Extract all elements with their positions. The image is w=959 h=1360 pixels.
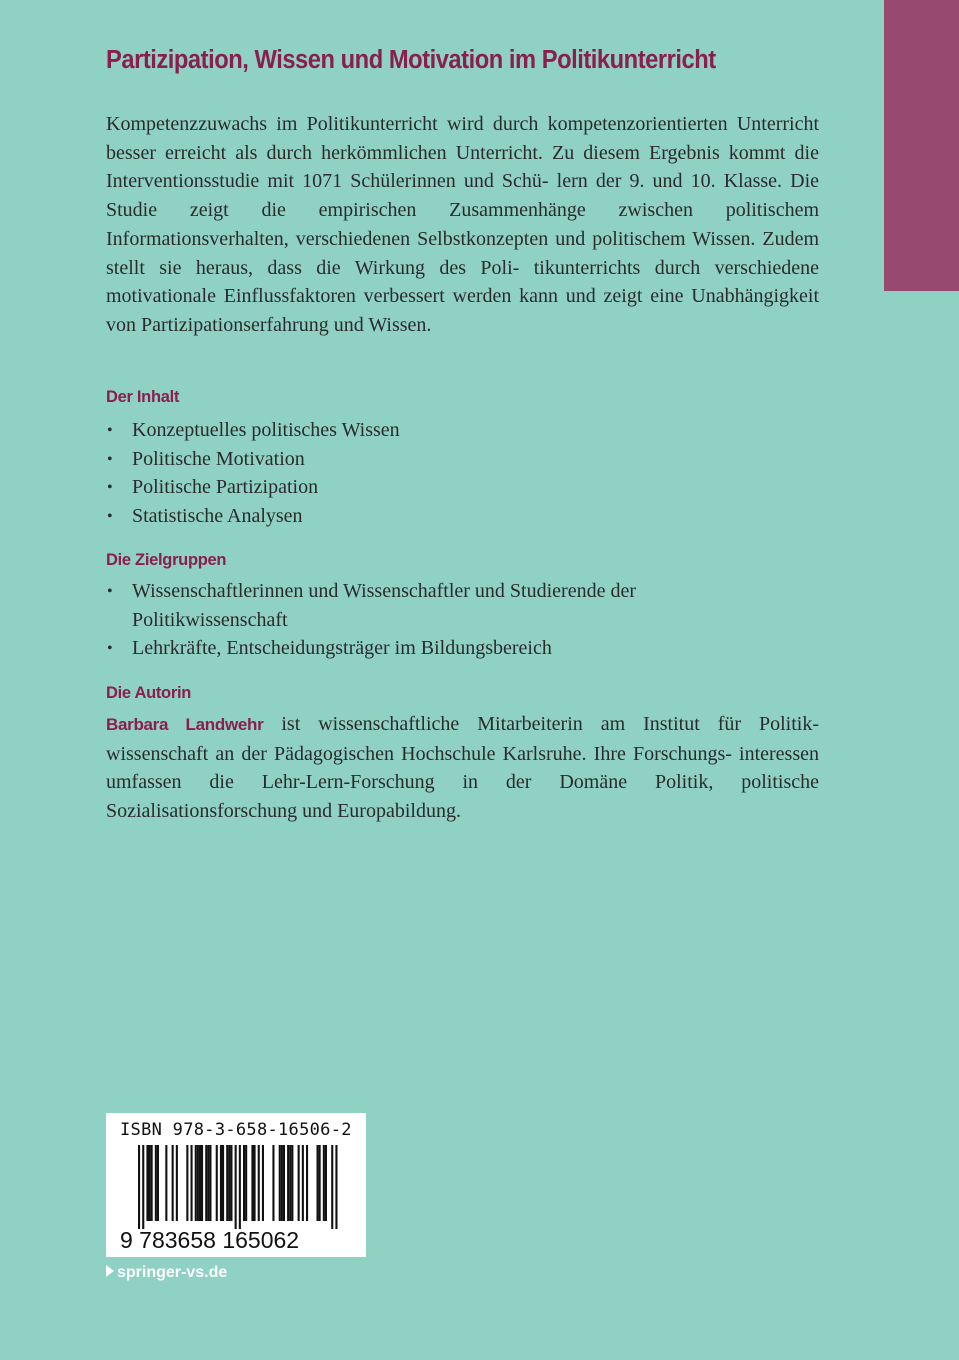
section-heading-zielgruppen: Die Zielgruppen: [106, 551, 227, 569]
barcode-bar: [216, 1145, 218, 1221]
barcode-bar: [172, 1145, 174, 1221]
bullet-icon: •: [107, 450, 113, 468]
author-bio-line: wissenschaft an der Pädagogischen Hochschule Karlsruhe. Ihre Forschungs-: [106, 742, 732, 765]
book-title: Partizipation, Wissen und Motivation im Politikunterricht: [106, 46, 716, 74]
barcode-bar: [205, 1145, 207, 1221]
barcode-bar: [201, 1145, 203, 1221]
barcode-bar: [149, 1145, 151, 1221]
barcode-bar: [199, 1145, 201, 1221]
barcode-bar: [245, 1145, 247, 1221]
isbn-barcode: [106, 1113, 366, 1257]
barcode-bar: [142, 1145, 144, 1229]
author-bio-line: politische Sozialisationsforschung und Europabildung.: [106, 771, 819, 823]
list-item: • Konzeptuelles politisches Wissen: [106, 416, 819, 445]
barcode-bar: [209, 1145, 211, 1221]
bullet-icon: •: [107, 479, 113, 497]
barcode-bar: [138, 1145, 140, 1229]
barcode-bar: [302, 1145, 304, 1221]
barcode-bar: [323, 1145, 325, 1221]
author-bio-line: ist wissenschaftliche Mitarbeiterin am Institut für Politik-: [281, 713, 819, 735]
barcode-bar: [222, 1145, 224, 1221]
intro-line: lern der 9. und 10. Klasse. Die Studie zeigt die empirischen Zusammenhänge: [106, 170, 820, 222]
intro-line: zwischen politischem Informationsverhalten, verschiedenen Selbstkonzepten: [106, 199, 820, 250]
play-icon: [106, 1265, 114, 1277]
isbn-label: ISBN 978-3-658-16506-2: [120, 1120, 352, 1140]
intro-line: und politischem Wissen. Zudem stellt sie heraus, dass die Wirkung des Poli-: [106, 227, 820, 279]
intro-line: Unterricht besser erreicht als durch herkömmlichen Unterricht. Zu diesem: [106, 113, 820, 164]
barcode-bar: [235, 1145, 237, 1229]
barcode-bar: [287, 1145, 289, 1221]
author-bio: [106, 710, 819, 826]
inhalt-list: [106, 416, 819, 531]
bullet-icon: •: [107, 640, 113, 658]
barcode-bar: [207, 1145, 209, 1221]
list-item: • Politische Partizipation: [106, 473, 819, 502]
barcode-bar: [228, 1145, 230, 1221]
spine-color-tab: [884, 0, 959, 291]
list-item: • Statistische Analysen: [106, 502, 819, 531]
list-item: • Wissenschaftlerinnen und Wissenschaftler und Studierende der Politikwissenschaft: [106, 577, 702, 634]
barcode-bar: [262, 1145, 264, 1221]
barcode-bar: [157, 1145, 159, 1221]
barcode-bar: [325, 1145, 327, 1221]
publisher-website[interactable]: [106, 1264, 227, 1282]
barcode-bar: [289, 1145, 291, 1221]
zielgruppen-list: [106, 577, 706, 663]
barcode-bar: [176, 1145, 178, 1221]
bullet-icon: •: [107, 508, 113, 526]
list-item: • Lehrkräfte, Entscheidungsträger im Bildungsbereich: [106, 634, 706, 663]
barcode-bar: [258, 1145, 260, 1221]
barcode-bar: [291, 1145, 293, 1221]
barcode-bar: [281, 1145, 283, 1221]
intro-line: Kompetenzzuwachs im Politikunterricht wird durch kompetenzorientierten: [106, 113, 728, 135]
barcode-bar: [230, 1145, 232, 1221]
barcode-bar: [331, 1145, 333, 1229]
barcode-bar: [186, 1145, 188, 1221]
barcode-bar: [226, 1145, 228, 1221]
barcode-bar: [279, 1145, 281, 1221]
barcode-graphic: [120, 1145, 356, 1229]
intro-line: tikunterrichts durch verschiedene motivationale Einflussfaktoren verbessert: [106, 256, 820, 308]
bullet-icon: •: [107, 583, 113, 600]
intro-line: Ergebnis kommt die Interventionsstudie mit 1071 Schülerinnen und Schü-: [106, 141, 819, 193]
intro-paragraph: [106, 110, 819, 340]
barcode-bar: [195, 1145, 197, 1221]
barcode-bar: [272, 1145, 274, 1221]
ean-digits: 9 783658 165062: [120, 1227, 300, 1253]
barcode-bar: [197, 1145, 199, 1221]
barcode-bar: [165, 1145, 167, 1221]
intro-line: werden kann und zeigt eine Unabhängigkeit von Partizipationserfahrung: [106, 285, 820, 336]
author-bio-line: interessen umfassen die Lehr-Lern-Forschung in der Domäne Politik,: [106, 742, 820, 794]
list-item: • Politische Motivation: [106, 445, 819, 474]
barcode-bar: [239, 1145, 241, 1229]
section-heading-inhalt: Der Inhalt: [106, 388, 180, 406]
barcode-bar: [283, 1145, 285, 1221]
barcode-bar: [251, 1145, 253, 1221]
barcode-bar: [146, 1145, 148, 1221]
barcode-bar: [243, 1145, 245, 1221]
barcode-bar: [155, 1145, 157, 1221]
intro-line: und Wissen.: [333, 313, 432, 336]
section-heading-autorin: Die Autorin: [106, 684, 192, 702]
barcode-bar: [151, 1145, 153, 1221]
barcode-bar: [298, 1145, 300, 1221]
website-link[interactable]: springer-vs.de: [117, 1264, 228, 1281]
author-name: Barbara Landwehr: [106, 715, 264, 734]
barcode-bar: [306, 1145, 308, 1221]
barcode-bar: [319, 1145, 321, 1221]
barcode-bar: [191, 1145, 193, 1221]
barcode-bar: [335, 1145, 337, 1229]
barcode-bar: [254, 1145, 256, 1221]
barcode-bar: [220, 1145, 222, 1221]
barcode-bar: [317, 1145, 319, 1221]
bullet-icon: •: [107, 422, 113, 439]
